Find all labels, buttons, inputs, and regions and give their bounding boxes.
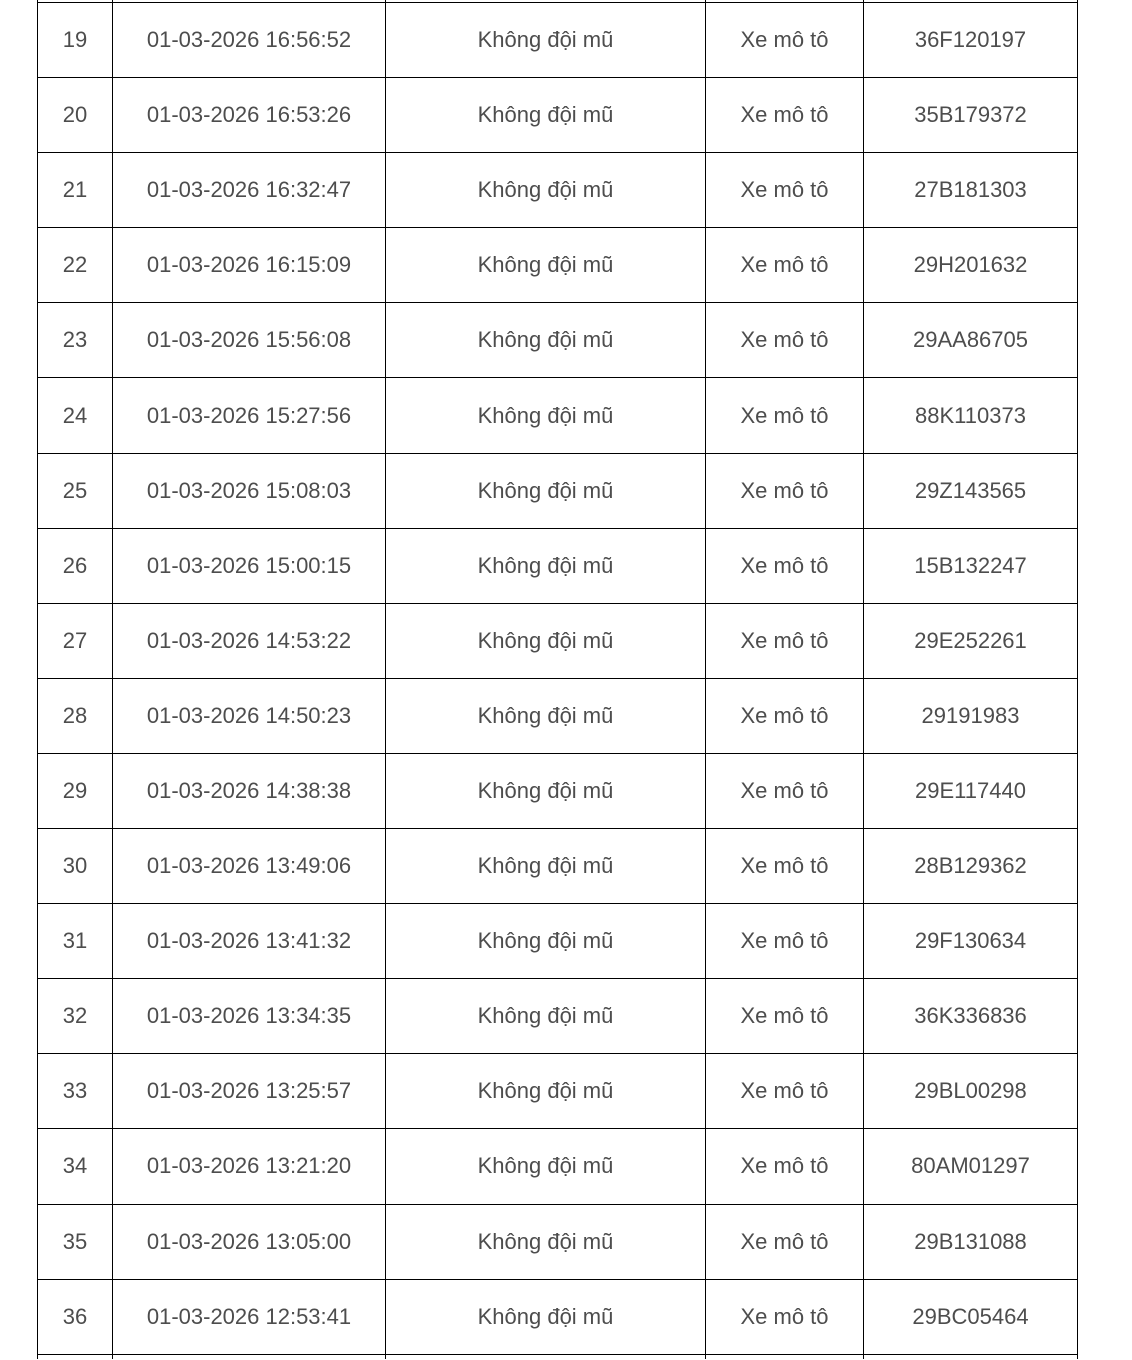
row-violation-cell: Không đội mũ — [386, 228, 706, 303]
row-violation-cell: Không đội mũ — [386, 303, 706, 378]
row-index-cell: 34 — [38, 1129, 113, 1204]
clipped-cell — [706, 1354, 864, 1359]
row-index-cell: 30 — [38, 829, 113, 904]
row-vehicle-cell: Xe mô tô — [706, 1204, 864, 1279]
row-index-cell: 21 — [38, 153, 113, 228]
row-plate-cell: 29E117440 — [864, 753, 1078, 828]
row-vehicle-cell: Xe mô tô — [706, 228, 864, 303]
table-row — [38, 904, 1078, 979]
clipped-cell — [386, 1354, 706, 1359]
row-violation-cell: Không đội mũ — [386, 753, 706, 828]
table-row — [38, 1204, 1078, 1279]
row-vehicle-cell: Xe mô tô — [706, 303, 864, 378]
table-row — [38, 603, 1078, 678]
clipped-cell — [38, 1354, 113, 1359]
clipped-cell — [113, 1354, 386, 1359]
row-plate-cell: 29F130634 — [864, 904, 1078, 979]
row-vehicle-cell: Xe mô tô — [706, 528, 864, 603]
row-index-cell: 20 — [38, 78, 113, 153]
row-datetime-cell: 01-03-2026 13:41:32 — [113, 904, 386, 979]
row-violation-cell: Không đội mũ — [386, 378, 706, 453]
row-violation-cell: Không đội mũ — [386, 829, 706, 904]
clipped-cell — [864, 1354, 1078, 1359]
row-datetime-cell: 01-03-2026 14:50:23 — [113, 678, 386, 753]
row-index-cell: 25 — [38, 453, 113, 528]
row-datetime-cell: 01-03-2026 13:21:20 — [113, 1129, 386, 1204]
row-vehicle-cell: Xe mô tô — [706, 829, 864, 904]
row-vehicle-cell: Xe mô tô — [706, 979, 864, 1054]
row-violation-cell: Không đội mũ — [386, 678, 706, 753]
row-violation-cell: Không đội mũ — [386, 78, 706, 153]
row-datetime-cell: 01-03-2026 16:32:47 — [113, 153, 386, 228]
row-plate-cell: 35B179372 — [864, 78, 1078, 153]
row-index-cell: 29 — [38, 753, 113, 828]
row-index-cell: 27 — [38, 603, 113, 678]
row-plate-cell: 36F120197 — [864, 3, 1078, 78]
row-index-cell: 28 — [38, 678, 113, 753]
table-row — [38, 1279, 1078, 1354]
table-row — [38, 228, 1078, 303]
row-plate-cell: 29BL00298 — [864, 1054, 1078, 1129]
row-vehicle-cell: Xe mô tô — [706, 904, 864, 979]
row-datetime-cell: 01-03-2026 13:34:35 — [113, 979, 386, 1054]
table-row — [38, 979, 1078, 1054]
table-row — [38, 678, 1078, 753]
row-datetime-cell: 01-03-2026 13:05:00 — [113, 1204, 386, 1279]
row-index-cell: 19 — [38, 3, 113, 78]
table-row — [38, 829, 1078, 904]
table-row — [38, 1054, 1078, 1129]
row-violation-cell: Không đội mũ — [386, 453, 706, 528]
row-violation-cell: Không đội mũ — [386, 979, 706, 1054]
row-violation-cell: Không đội mũ — [386, 904, 706, 979]
table-row — [38, 303, 1078, 378]
row-index-cell: 33 — [38, 1054, 113, 1129]
clipped-row-bottom — [38, 1354, 1078, 1359]
row-violation-cell: Không đội mũ — [386, 528, 706, 603]
row-index-cell: 36 — [38, 1279, 113, 1354]
table-row — [38, 528, 1078, 603]
row-vehicle-cell: Xe mô tô — [706, 453, 864, 528]
row-datetime-cell: 01-03-2026 14:53:22 — [113, 603, 386, 678]
row-plate-cell: 27B181303 — [864, 153, 1078, 228]
row-datetime-cell: 01-03-2026 15:00:15 — [113, 528, 386, 603]
violations-table — [37, 0, 1078, 1359]
row-plate-cell: 29H201632 — [864, 228, 1078, 303]
row-datetime-cell: 01-03-2026 12:53:41 — [113, 1279, 386, 1354]
row-plate-cell: 29E252261 — [864, 603, 1078, 678]
row-datetime-cell: 01-03-2026 14:38:38 — [113, 753, 386, 828]
row-plate-cell: 29B131088 — [864, 1204, 1078, 1279]
row-index-cell: 23 — [38, 303, 113, 378]
row-plate-cell: 29191983 — [864, 678, 1078, 753]
row-plate-cell: 88K110373 — [864, 378, 1078, 453]
row-index-cell: 35 — [38, 1204, 113, 1279]
row-index-cell: 26 — [38, 528, 113, 603]
row-violation-cell: Không đội mũ — [386, 153, 706, 228]
row-datetime-cell: 01-03-2026 13:49:06 — [113, 829, 386, 904]
row-index-cell: 31 — [38, 904, 113, 979]
row-plate-cell: 29Z143565 — [864, 453, 1078, 528]
row-index-cell: 24 — [38, 378, 113, 453]
row-plate-cell: 36K336836 — [864, 979, 1078, 1054]
row-plate-cell: 29AA86705 — [864, 303, 1078, 378]
row-index-cell: 22 — [38, 228, 113, 303]
row-plate-cell: 29BC05464 — [864, 1279, 1078, 1354]
row-vehicle-cell: Xe mô tô — [706, 378, 864, 453]
row-datetime-cell: 01-03-2026 16:15:09 — [113, 228, 386, 303]
row-vehicle-cell: Xe mô tô — [706, 753, 864, 828]
row-vehicle-cell: Xe mô tô — [706, 78, 864, 153]
row-index-cell: 32 — [38, 979, 113, 1054]
row-datetime-cell: 01-03-2026 15:56:08 — [113, 303, 386, 378]
table-row — [38, 378, 1078, 453]
row-violation-cell: Không đội mũ — [386, 603, 706, 678]
row-vehicle-cell: Xe mô tô — [706, 678, 864, 753]
table-row — [38, 453, 1078, 528]
row-datetime-cell: 01-03-2026 15:08:03 — [113, 453, 386, 528]
row-datetime-cell: 01-03-2026 13:25:57 — [113, 1054, 386, 1129]
row-vehicle-cell: Xe mô tô — [706, 603, 864, 678]
row-violation-cell: Không đội mũ — [386, 1279, 706, 1354]
row-plate-cell: 15B132247 — [864, 528, 1078, 603]
row-violation-cell: Không đội mũ — [386, 1054, 706, 1129]
row-vehicle-cell: Xe mô tô — [706, 153, 864, 228]
table-row — [38, 3, 1078, 78]
row-plate-cell: 28B129362 — [864, 829, 1078, 904]
table-row — [38, 153, 1078, 228]
table-row — [38, 753, 1078, 828]
row-vehicle-cell: Xe mô tô — [706, 1129, 864, 1204]
table-row — [38, 78, 1078, 153]
row-vehicle-cell: Xe mô tô — [706, 1279, 864, 1354]
table-row — [38, 1129, 1078, 1204]
row-plate-cell: 80AM01297 — [864, 1129, 1078, 1204]
row-datetime-cell: 01-03-2026 16:56:52 — [113, 3, 386, 78]
row-datetime-cell: 01-03-2026 15:27:56 — [113, 378, 386, 453]
row-violation-cell: Không đội mũ — [386, 1204, 706, 1279]
row-datetime-cell: 01-03-2026 16:53:26 — [113, 78, 386, 153]
row-vehicle-cell: Xe mô tô — [706, 3, 864, 78]
row-vehicle-cell: Xe mô tô — [706, 1054, 864, 1129]
row-violation-cell: Không đội mũ — [386, 1129, 706, 1204]
row-violation-cell: Không đội mũ — [386, 3, 706, 78]
